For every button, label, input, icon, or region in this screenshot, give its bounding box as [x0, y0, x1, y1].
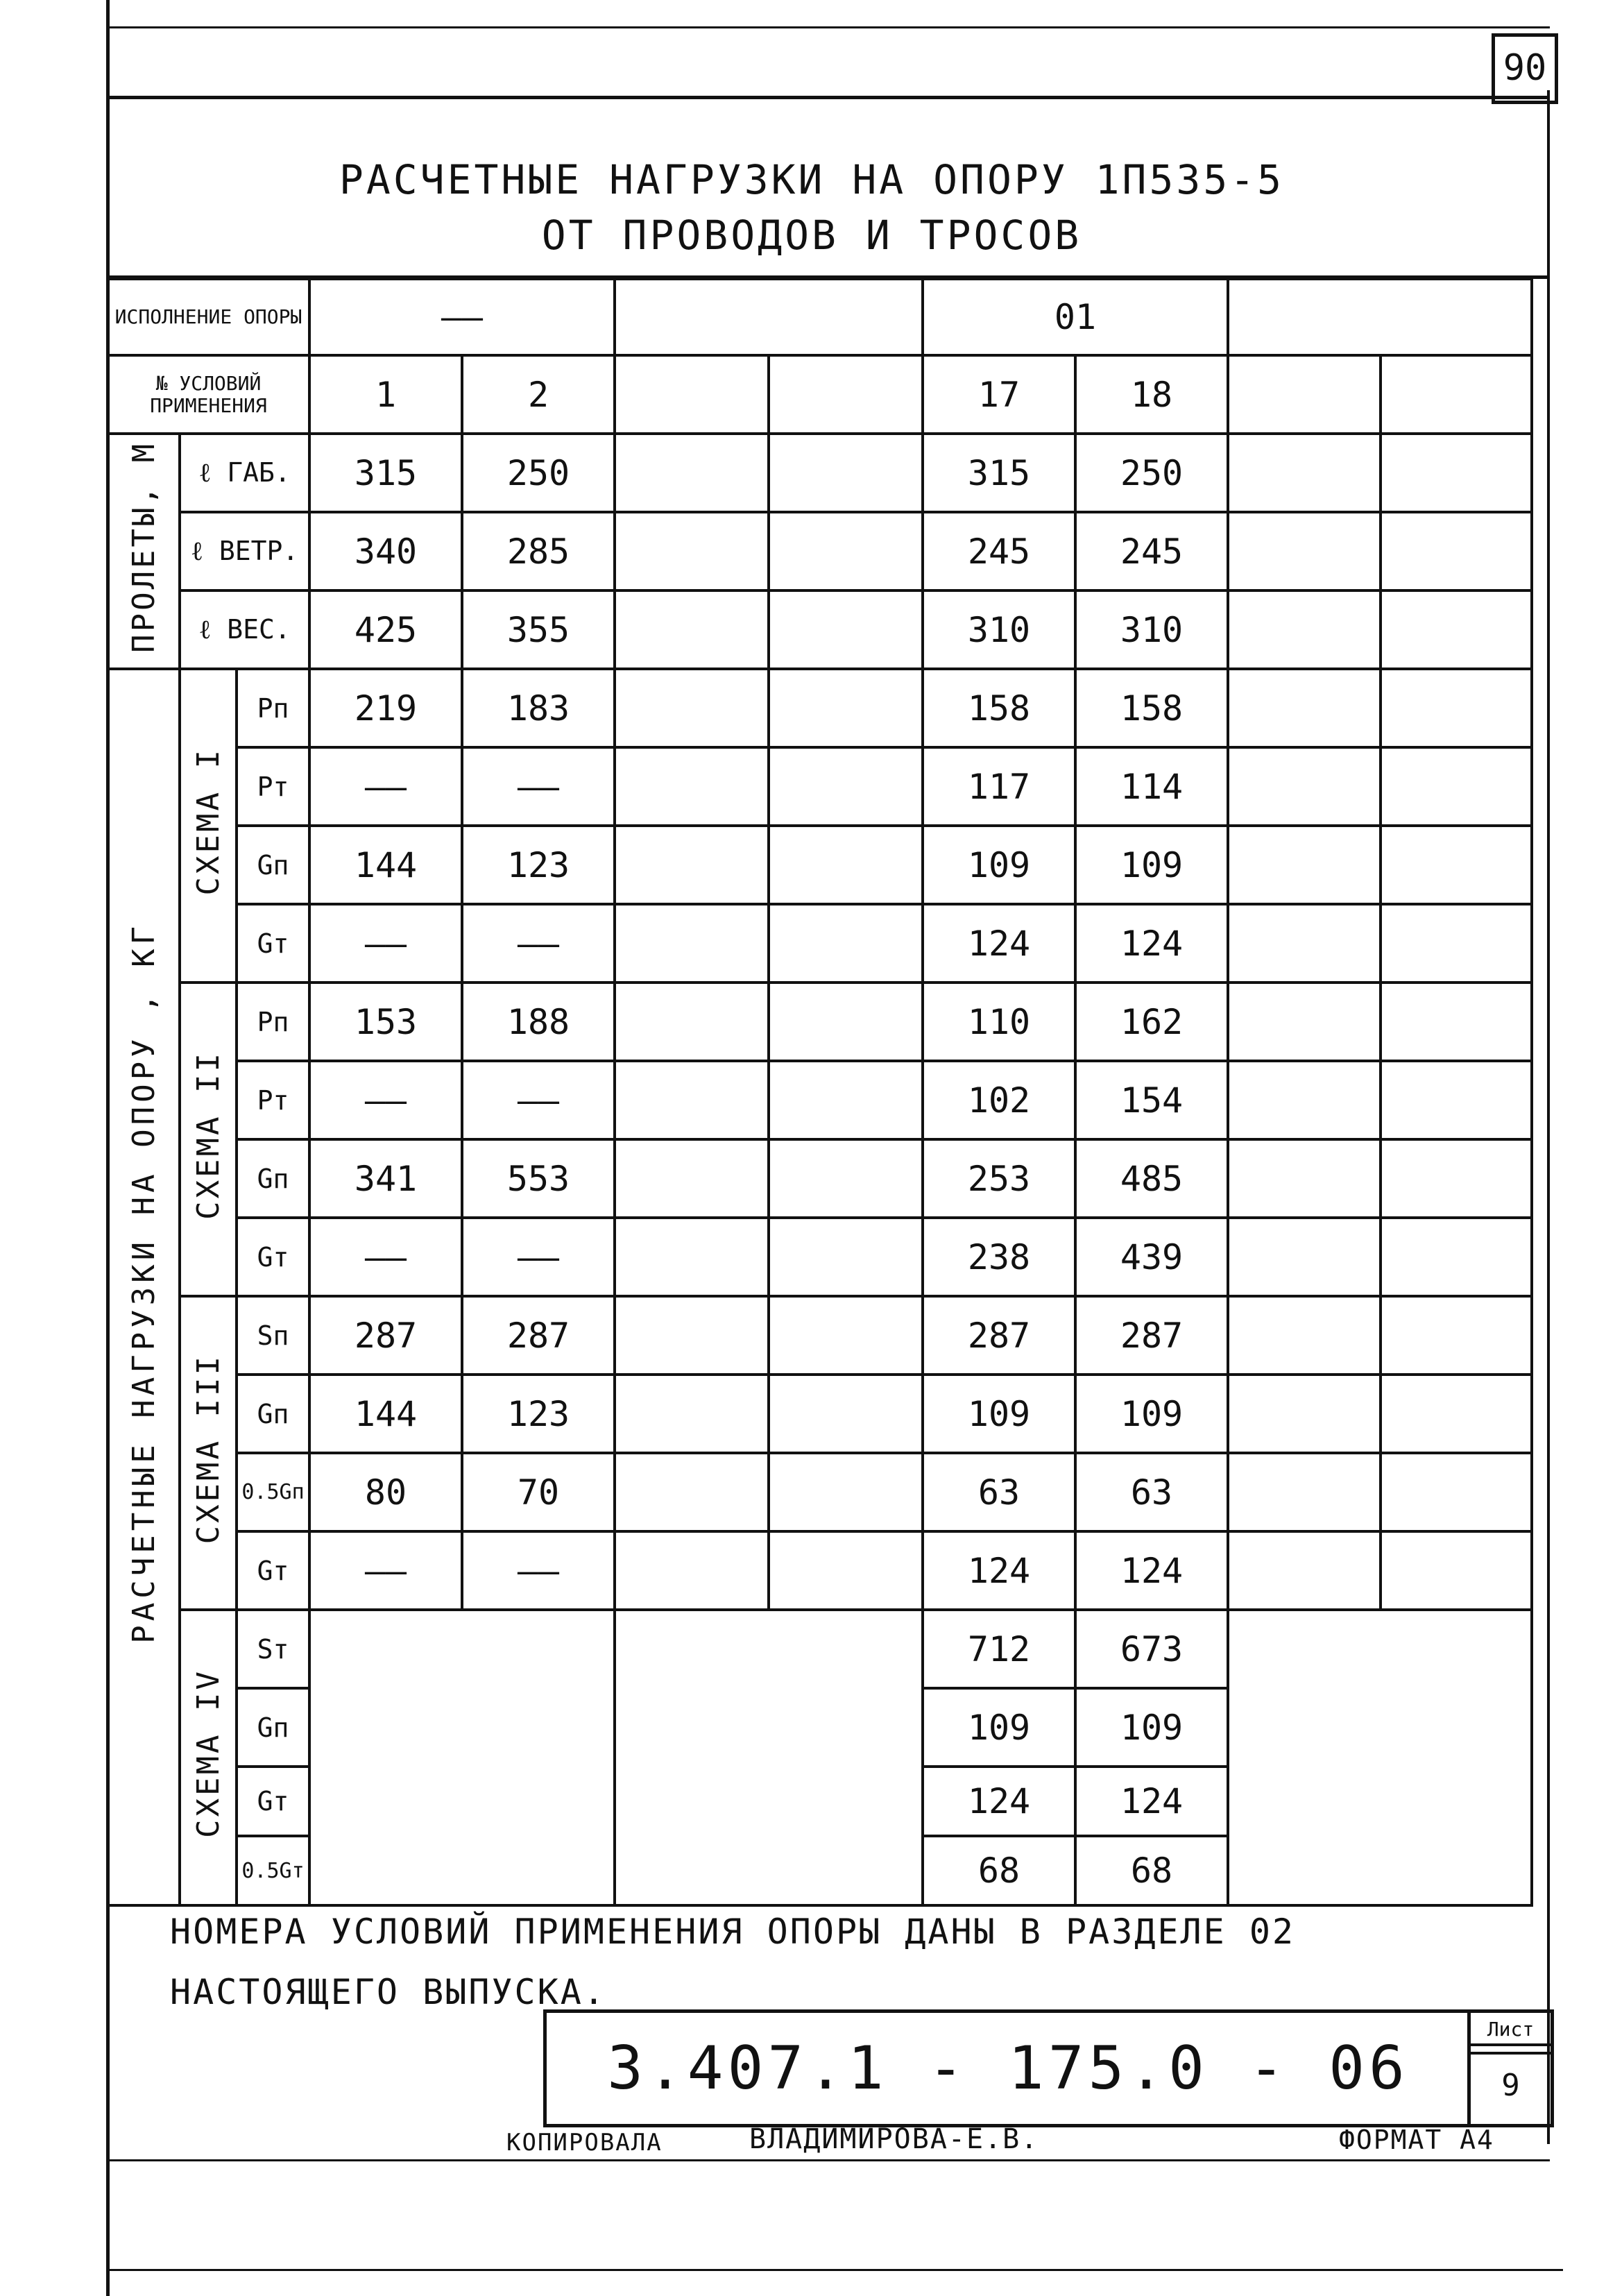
table-cell [1381, 1453, 1532, 1531]
load-row-label: Gт [237, 904, 309, 983]
load-row-label: 0.5Gп [237, 1453, 309, 1531]
table-cell [615, 1531, 769, 1610]
table-cell: 287 [309, 1296, 462, 1375]
table-cell [769, 826, 923, 904]
table-cell: 109 [923, 1688, 1075, 1767]
table-cell [769, 1218, 923, 1296]
table-cell [615, 826, 769, 904]
load-row-label: Pт [237, 747, 309, 826]
table-cell: 287 [1075, 1296, 1228, 1375]
table-cell [615, 1139, 769, 1218]
table-cell [1228, 512, 1381, 590]
table-cell [615, 1061, 769, 1139]
table-cell: 439 [1075, 1218, 1228, 1296]
header-execution-row [108, 279, 1532, 355]
footer-format: ФОРМАТ А4 [1339, 2125, 1494, 2155]
table-cell: 162 [1075, 983, 1228, 1061]
table-cell: —— [462, 904, 615, 983]
load-row-label: Gт [237, 1767, 309, 1836]
table-cell [769, 434, 923, 512]
table-cell: —— [462, 1061, 615, 1139]
table-cell: 245 [1075, 512, 1228, 590]
table-cell: 315 [923, 434, 1075, 512]
spans-group-label: ПРОЛЕТЫ, М [108, 434, 180, 669]
table-cell: 63 [923, 1453, 1075, 1531]
table-cell [769, 1375, 923, 1453]
table-cell [769, 983, 923, 1061]
sheet-box [1467, 2009, 1554, 2127]
table-cell [1228, 747, 1381, 826]
table-cell [1381, 434, 1532, 512]
empty-block [615, 1610, 923, 1905]
table-cell: 250 [462, 434, 615, 512]
table-cell: 310 [923, 590, 1075, 669]
table-cell [1381, 1061, 1532, 1139]
condition-number [615, 355, 769, 434]
span-row [108, 590, 1532, 669]
table-cell: 153 [309, 983, 462, 1061]
condition-number: 2 [462, 355, 615, 434]
table-cell: 712 [923, 1610, 1075, 1688]
table-cell: 425 [309, 590, 462, 669]
table-cell: 63 [1075, 1453, 1228, 1531]
load-row [108, 1453, 1532, 1531]
table-cell [615, 1296, 769, 1375]
table-cell [1381, 983, 1532, 1061]
table-cell [615, 1218, 769, 1296]
table-cell [1228, 826, 1381, 904]
span-row-label: ℓ ГАБ. [180, 434, 309, 512]
table-cell [769, 1531, 923, 1610]
table-cell [615, 1375, 769, 1453]
table-cell [769, 904, 923, 983]
table-cell: 341 [309, 1139, 462, 1218]
table-cell: 144 [309, 1375, 462, 1453]
load-row-label: Gп [237, 826, 309, 904]
table-cell: 485 [1075, 1139, 1228, 1218]
table-cell: —— [462, 747, 615, 826]
table-cell [1381, 826, 1532, 904]
table-cell [1381, 590, 1532, 669]
table-cell: 117 [923, 747, 1075, 826]
frame-top-edge [106, 26, 1550, 28]
table-cell: 355 [462, 590, 615, 669]
table-cell: 158 [1075, 669, 1228, 747]
table-cell: 315 [309, 434, 462, 512]
table-cell [769, 1296, 923, 1375]
table-cell [1228, 1453, 1381, 1531]
table-cell: 109 [1075, 1688, 1228, 1767]
table-cell [615, 590, 769, 669]
condition-number [769, 355, 923, 434]
table-cell [1381, 1218, 1532, 1296]
table-cell [1381, 1296, 1532, 1375]
header-conditions-row [108, 355, 1532, 434]
load-row-label: Pп [237, 669, 309, 747]
table-cell: 124 [1075, 1767, 1228, 1836]
table-cell [1228, 904, 1381, 983]
table-cell [1228, 1139, 1381, 1218]
table-cell: 124 [923, 904, 1075, 983]
table-cell [615, 1453, 769, 1531]
table-cell: 124 [1075, 904, 1228, 983]
table-cell [615, 983, 769, 1061]
execution-value: 01 [923, 279, 1228, 355]
table-cell: 70 [462, 1453, 615, 1531]
loads-table [106, 278, 1533, 1907]
footer-copied-name: ВЛАДИМИРОВА-Е.В. [749, 2123, 1039, 2155]
table-cell: 109 [1075, 1375, 1228, 1453]
table-cell [615, 747, 769, 826]
table-cell [769, 1061, 923, 1139]
table-cell: 109 [923, 1375, 1075, 1453]
load-row [108, 1531, 1532, 1610]
table-cell: —— [309, 1218, 462, 1296]
table-cell [1228, 1296, 1381, 1375]
table-cell: 183 [462, 669, 615, 747]
table-cell [1228, 983, 1381, 1061]
load-row-label: Gт [237, 1531, 309, 1610]
span-row [108, 434, 1532, 512]
table-cell [1381, 1139, 1532, 1218]
scheme-label: СХЕМА III [180, 1296, 237, 1610]
table-cell: 158 [923, 669, 1075, 747]
load-row [108, 904, 1532, 983]
table-cell: —— [462, 1218, 615, 1296]
table-cell [769, 1453, 923, 1531]
load-row [108, 669, 1532, 747]
load-row [108, 826, 1532, 904]
execution-label: ИСПОЛНЕНИЕ ОПОРЫ [108, 279, 309, 355]
table-cell: 245 [923, 512, 1075, 590]
document-code: 3.407.1 - 175.0 - 06 [543, 2009, 1469, 2127]
table-cell: 109 [923, 826, 1075, 904]
table-cell: 80 [309, 1453, 462, 1531]
table-cell: 154 [1075, 1061, 1228, 1139]
table-cell [1228, 590, 1381, 669]
table-cell: 124 [1075, 1531, 1228, 1610]
load-row [108, 747, 1532, 826]
span-row-label: ℓ ВЕС. [180, 590, 309, 669]
table-cell: —— [462, 1531, 615, 1610]
table-cell [615, 434, 769, 512]
bottom-edge-line [106, 2269, 1563, 2271]
load-row [108, 1610, 1532, 1688]
table-cell [615, 904, 769, 983]
loads-group-label: РАСЧЕТНЫЕ НАГРУЗКИ НА ОПОРУ , КГ [108, 669, 180, 1905]
table-cell [769, 1139, 923, 1218]
load-row [108, 983, 1532, 1061]
table-cell: 114 [1075, 747, 1228, 826]
table-cell: 68 [923, 1836, 1075, 1905]
table-cell: 340 [309, 512, 462, 590]
empty-block [1228, 1610, 1532, 1905]
table-cell [769, 512, 923, 590]
load-row-label: Gп [237, 1139, 309, 1218]
title-line-2: ОТ ПРОВОДОВ И ТРОСОВ [541, 212, 1082, 259]
table-cell: —— [309, 1531, 462, 1610]
condition-number: 1 [309, 355, 462, 434]
load-row [108, 1375, 1532, 1453]
load-row [108, 1061, 1532, 1139]
table-cell [1228, 669, 1381, 747]
load-row-label: Sт [237, 1610, 309, 1688]
load-row [108, 1218, 1532, 1296]
table-cell: —— [309, 1061, 462, 1139]
table-cell: 285 [462, 512, 615, 590]
table-cell [1228, 1218, 1381, 1296]
table-cell: 310 [1075, 590, 1228, 669]
empty-block [309, 1610, 615, 1905]
sheet-label: Лист [1471, 2016, 1551, 2046]
table-cell: 253 [923, 1139, 1075, 1218]
table-cell [1381, 512, 1532, 590]
table-cell [1228, 434, 1381, 512]
table-cell: 673 [1075, 1610, 1228, 1688]
scheme-label: СХЕМА I [180, 669, 237, 983]
load-row-label: Gт [237, 1218, 309, 1296]
note-line-1: НОМЕРА УСЛОВИЙ ПРИМЕНЕНИЯ ОПОРЫ ДАНЫ В РАЗДЕЛЕ 02 [170, 1912, 1296, 1952]
footer-copied-label: КОПИРОВАЛА [506, 2129, 663, 2157]
condition-number [1228, 355, 1381, 434]
table-cell: 250 [1075, 434, 1228, 512]
load-row [108, 1296, 1532, 1375]
execution-value: —— [309, 279, 615, 355]
load-row [108, 1139, 1532, 1218]
span-row [108, 512, 1532, 590]
table-cell: 102 [923, 1061, 1075, 1139]
table-cell: 124 [923, 1531, 1075, 1610]
table-cell: 123 [462, 826, 615, 904]
table-cell: 68 [1075, 1836, 1228, 1905]
condition-number: 17 [923, 355, 1075, 434]
span-row-label: ℓ ВЕТР. [180, 512, 309, 590]
load-row-label: Sп [237, 1296, 309, 1375]
title-line-1: РАСЧЕТНЫЕ НАГРУЗКИ НА ОПОРУ 1П535-5 [339, 156, 1285, 203]
table-cell [615, 512, 769, 590]
execution-value [615, 279, 923, 355]
table-cell: 287 [462, 1296, 615, 1375]
table-cell: 144 [309, 826, 462, 904]
load-row-label: Pп [237, 983, 309, 1061]
conditions-label: № УСЛОВИЙ ПРИМЕНЕНИЯ [108, 355, 309, 434]
table-cell [1381, 904, 1532, 983]
table-cell [1381, 669, 1532, 747]
table-cell [1381, 747, 1532, 826]
table-cell: 238 [923, 1218, 1075, 1296]
table-cell: 123 [462, 1375, 615, 1453]
load-row-label: Pт [237, 1061, 309, 1139]
load-row-label: Gп [237, 1375, 309, 1453]
table-cell: —— [309, 747, 462, 826]
table-cell [1381, 1531, 1532, 1610]
table-cell [769, 747, 923, 826]
note-line-2: НАСТОЯЩЕГО ВЫПУСКА. [170, 1972, 606, 2012]
footer-line [106, 2159, 1550, 2161]
sheet-number: 9 [1471, 2052, 1551, 2117]
table-cell: 124 [923, 1767, 1075, 1836]
frame-top-line [106, 96, 1550, 99]
table-cell: —— [309, 904, 462, 983]
frame-right-line [1547, 90, 1550, 2144]
load-row-label: 0.5Gт [237, 1836, 309, 1905]
table-cell [1228, 1061, 1381, 1139]
execution-value [1228, 279, 1532, 355]
table-cell [615, 669, 769, 747]
table-cell [1381, 1375, 1532, 1453]
table-cell [1228, 1531, 1381, 1610]
table-cell: 109 [1075, 826, 1228, 904]
scheme-label: СХЕМА II [180, 983, 237, 1296]
table-cell: 287 [923, 1296, 1075, 1375]
scheme-label: СХЕМА IV [180, 1610, 237, 1905]
condition-number: 18 [1075, 355, 1228, 434]
table-cell [769, 590, 923, 669]
table-cell: 553 [462, 1139, 615, 1218]
table-cell [1228, 1375, 1381, 1453]
load-row-label: Gп [237, 1688, 309, 1767]
table-cell: 219 [309, 669, 462, 747]
table-cell: 110 [923, 983, 1075, 1061]
condition-number [1381, 355, 1532, 434]
table-cell: 188 [462, 983, 615, 1061]
table-cell [769, 669, 923, 747]
page-number: 90 [1492, 33, 1558, 104]
